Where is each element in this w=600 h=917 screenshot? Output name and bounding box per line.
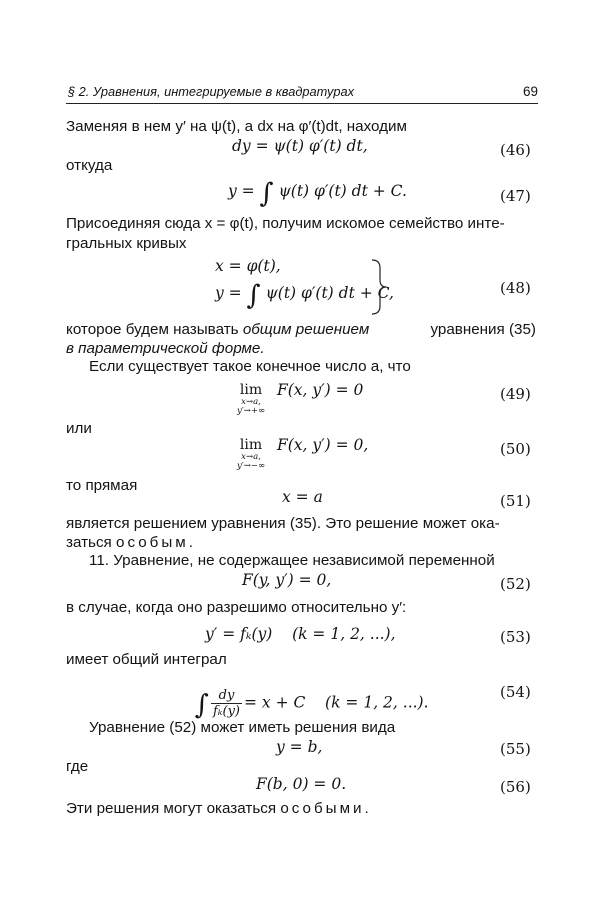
equation-number-46: (46) bbox=[500, 141, 531, 159]
text-fragment: Эти решения могут оказаться bbox=[66, 800, 277, 817]
fraction bbox=[211, 688, 242, 719]
limit-50 bbox=[232, 437, 270, 471]
text-line-12: 11. Уравнение, не содержащее независимой переменной bbox=[89, 552, 495, 569]
text-fragment: уравнения (35) bbox=[430, 321, 536, 338]
eq47-rhs: ψ(t) φ′(t) dt + C. bbox=[278, 182, 407, 200]
equation-number-47: (47) bbox=[500, 187, 531, 205]
text-line-7: Если существует такое конечное число a, что bbox=[89, 358, 411, 375]
text-line-14: имеет общий интеграл bbox=[66, 651, 227, 668]
eq47-lhs: y = bbox=[228, 182, 255, 200]
equation-number-50: (50) bbox=[500, 440, 531, 458]
spaced-term: особым. bbox=[116, 534, 196, 551]
text-line-9: то прямая bbox=[66, 477, 138, 494]
lim-word: lim bbox=[239, 382, 263, 398]
equation-number-52: (52) bbox=[500, 575, 531, 593]
eq54-rhs: = x + C (k = 1, 2, ...). bbox=[243, 693, 429, 712]
lim-word: lim bbox=[239, 437, 263, 453]
eq48-lhs: y = bbox=[215, 284, 242, 302]
equation-number-51: (51) bbox=[500, 492, 531, 510]
text-line-13: в случае, когда оно разрешимо относительно y′: bbox=[66, 599, 407, 616]
lim-sub-1: x→a, bbox=[241, 397, 261, 407]
header-rule bbox=[66, 103, 538, 104]
limit-49 bbox=[232, 382, 270, 416]
equation-53: y′ = fₖ(y) (k = 1, 2, ...), bbox=[205, 625, 396, 643]
text-line-16: где bbox=[66, 758, 89, 775]
text-line-6: в параметрической форме. bbox=[66, 340, 265, 357]
equation-48-line-1: x = φ(t), bbox=[215, 257, 281, 275]
eq48-rhs: ψ(t) φ′(t) dt + C, bbox=[265, 284, 394, 302]
equation-56: F(b, 0) = 0. bbox=[256, 775, 347, 793]
equation-47 bbox=[228, 178, 407, 209]
text-line-10: является решением уравнения (35). Это решение может ока- bbox=[66, 515, 500, 532]
equation-number-53: (53) bbox=[500, 628, 531, 646]
lim-sub-2: y′→+∞ bbox=[236, 406, 266, 416]
equation-51: x = a bbox=[282, 488, 323, 506]
equation-number-48: (48) bbox=[500, 279, 531, 297]
right-brace-icon bbox=[368, 258, 390, 316]
text-line-1: Заменяя в нем y′ на ψ(t), а dx на φ′(t)dt, находим bbox=[66, 118, 407, 135]
equation-54 bbox=[185, 670, 429, 721]
lim-sub-1: x→a, bbox=[241, 452, 261, 462]
page-number: 69 bbox=[522, 84, 538, 99]
header-title: § 2. Уравнения, интегрируемые в квадратурах bbox=[68, 84, 355, 99]
fraction-numerator: dy bbox=[211, 688, 242, 704]
equation-52: F(y, y′) = 0, bbox=[242, 571, 332, 589]
equation-number-49: (49) bbox=[500, 385, 531, 403]
equation-55: y = b, bbox=[276, 738, 323, 756]
text-line-15: Уравнение (52) может иметь решения вида bbox=[89, 719, 396, 736]
lim-sub-2: y′→−∞ bbox=[236, 461, 266, 471]
text-fragment: которое будем называть bbox=[66, 321, 239, 338]
text-line-8: или bbox=[66, 420, 92, 437]
text-line-17 bbox=[66, 800, 372, 817]
text-line-2: откуда bbox=[66, 157, 113, 174]
equation-number-56: (56) bbox=[500, 778, 531, 796]
text-line-4: гральных кривых bbox=[66, 235, 187, 252]
integral-sign-icon: ∫ bbox=[246, 280, 261, 311]
integral-sign-icon: ∫ bbox=[259, 178, 274, 209]
fraction-denominator: fₖ(y) bbox=[212, 704, 240, 719]
italic-term: общим решением bbox=[242, 321, 370, 338]
equation-49: F(x, y′) = 0 bbox=[277, 381, 364, 399]
equation-number-54: (54) bbox=[500, 683, 531, 701]
text-fragment: заться bbox=[66, 534, 112, 551]
equation-number-55: (55) bbox=[500, 740, 531, 758]
spaced-term: особыми. bbox=[280, 800, 372, 817]
equation-50: F(x, y′) = 0, bbox=[277, 436, 369, 454]
text-line-11 bbox=[66, 534, 196, 551]
running-header bbox=[68, 84, 538, 102]
integral-sign-icon: ∫ bbox=[194, 689, 209, 721]
equation-46: dy = ψ(t) φ′(t) dt, bbox=[232, 137, 368, 155]
text-line-5 bbox=[66, 321, 536, 338]
text-line-3: Присоединяя сюда x = φ(t), получим искомое семейство инте- bbox=[66, 215, 505, 232]
